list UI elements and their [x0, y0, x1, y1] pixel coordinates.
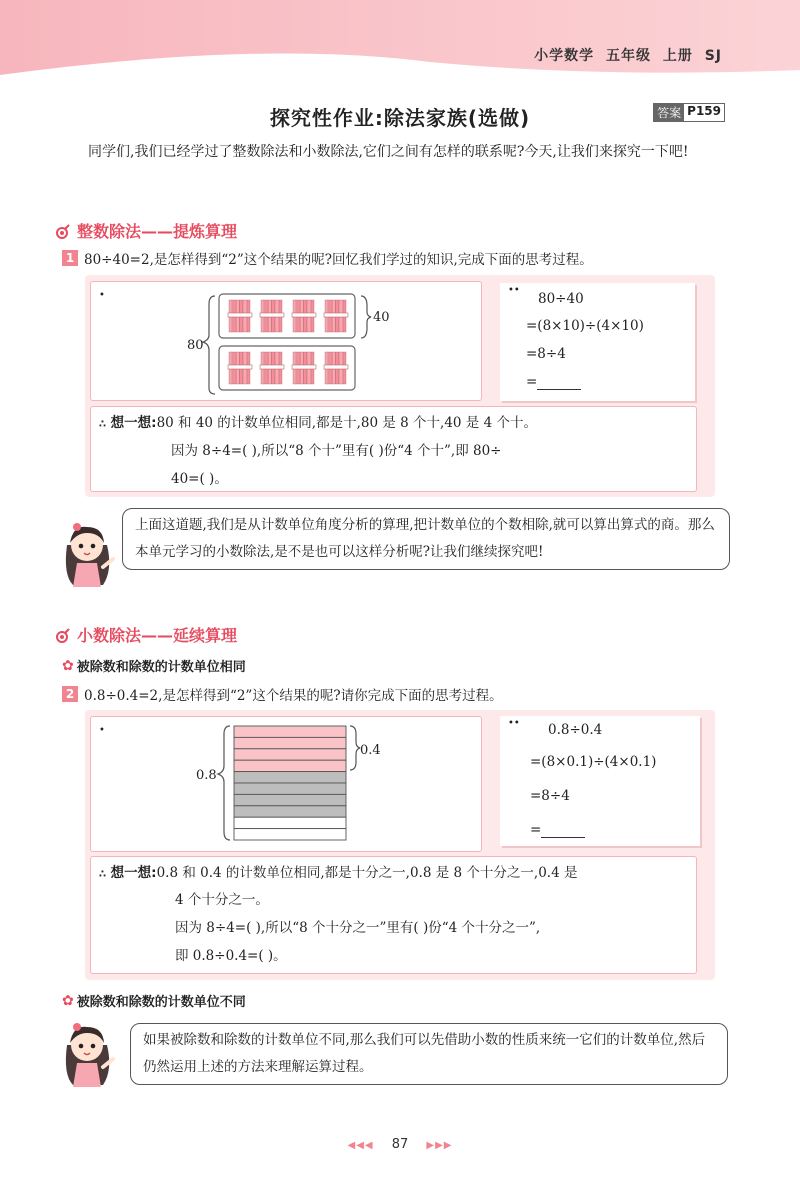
- prev-arrows-icon: ◀◀◀: [347, 1140, 374, 1151]
- question2-number: 2: [62, 686, 78, 702]
- speech-bubble-1: 上面这道题,我们是从计数单位角度分析的算理,把计数单位的个数相除,就可以算出算式的商。那么本单元学习的小数除法,是不是也可以这样分析呢?让我们继续探究吧!: [122, 508, 730, 570]
- calc2-blank[interactable]: [541, 823, 585, 838]
- page-footer: [0, 1137, 800, 1152]
- section2-title: 小数除法——延续算理: [77, 626, 238, 645]
- answer-label: 答案: [654, 104, 684, 121]
- strip-row: [234, 726, 346, 737]
- stick-bundle: [260, 300, 284, 332]
- think2-line4: 即 0.8÷0.4=( )。: [175, 948, 287, 964]
- calc2-line1: 0.8÷0.4: [548, 722, 603, 738]
- header-term: 上册: [662, 48, 693, 64]
- speech-bubble-2: 如果被除数和除数的计数单位不同,那么我们可以先借助小数的性质来统一它们的计数单位,然后仍然运用上述的方法来理解运算过程。: [130, 1023, 728, 1085]
- girl-mascot-1: [55, 515, 123, 595]
- total-label: 80: [187, 338, 204, 353]
- strip-total-label: 0.8: [196, 768, 217, 783]
- calc1-line4: [526, 374, 581, 390]
- question1-text: 80÷40=2,是怎样得到“2”这个结果的呢?回忆我们学过的知识,完成下面的思考过程。: [84, 252, 593, 268]
- section1-title: 整数除法——提炼算理: [77, 222, 238, 241]
- question2-text: 0.8÷0.4=2,是怎样得到“2”这个结果的呢?请你完成下面的思考过程。: [84, 688, 503, 704]
- flower-icon: ✿: [62, 657, 74, 674]
- think-card-2: [90, 856, 697, 974]
- sub1-text: 被除数和除数的计数单位相同: [76, 660, 246, 675]
- calc2-line2: =(8×0.1)÷(4×0.1): [530, 754, 657, 770]
- think1-label: ∴ 想一想:: [99, 415, 157, 431]
- sub2-text: 被除数和除数的计数单位不同: [76, 995, 246, 1010]
- calc1-line1: 80÷40: [538, 291, 584, 307]
- answer-tag[interactable]: [653, 103, 725, 122]
- think-card-1: [90, 406, 697, 492]
- bundle-figure: [185, 290, 405, 400]
- subheading-diff-unit: [62, 991, 246, 1010]
- calc-card-1: [500, 283, 695, 401]
- stick-bundle: [228, 300, 252, 332]
- subheading-same-unit: [62, 656, 246, 675]
- strip-part-label: 0.4: [360, 743, 381, 758]
- calc2-line3: =8÷4: [530, 788, 570, 804]
- strip-row: [234, 806, 346, 817]
- header-grade: 五年级: [605, 48, 651, 64]
- stick-bundle: [324, 352, 348, 384]
- stick-bundle: [228, 352, 252, 384]
- header-book: 小学数学: [534, 48, 595, 64]
- think1-line2: 因为 8÷4=( ),所以“8 个十”里有( )份“4 个十”,即 80÷: [171, 443, 502, 459]
- next-arrows-icon: ▶▶▶: [426, 1140, 453, 1151]
- think1-line1: ∴ 想一想:80 和 40 的计数单位相同,都是十,80 是 8 个十,40 是 4 个十。: [99, 415, 537, 431]
- header-edition: SJ: [704, 48, 722, 64]
- answer-page: P159: [684, 104, 724, 121]
- intro-text: 同学们,我们已经学过了整数除法和小数除法,它们之间有怎样的联系呢?今天,让我们来探究一下吧!: [88, 144, 689, 160]
- music-note-icon: [55, 627, 71, 643]
- think2-line3: 因为 8÷4=( ),所以“8 个十分之一”里有( )份“4 个十分之一”,: [175, 920, 541, 936]
- calc-dots: ••: [508, 718, 520, 729]
- page-title: 探究性作业:除法家族(选做): [269, 106, 531, 130]
- strip-row: [234, 783, 346, 794]
- stick-bundle: [324, 300, 348, 332]
- strip-row: [234, 749, 346, 760]
- think1-line3: 40=( )。: [171, 471, 228, 487]
- flower-icon: ✿: [62, 992, 74, 1009]
- strip-row: [234, 794, 346, 805]
- calc1-blank[interactable]: [537, 375, 581, 390]
- strip-row: [234, 737, 346, 748]
- calc2-eq: =: [530, 822, 542, 838]
- question1-number: 1: [62, 250, 78, 266]
- calc1-line3: =8÷4: [526, 346, 566, 362]
- strip-row: [234, 829, 346, 840]
- think2-line2: 4 个十分之一。: [175, 892, 269, 908]
- music-note-icon: [55, 223, 71, 239]
- stick-bundle: [292, 300, 316, 332]
- stick-bundle: [292, 352, 316, 384]
- header-band: [0, 0, 800, 82]
- header-info: [534, 45, 722, 65]
- calc-card-2: [500, 716, 700, 846]
- bullet-dot: •: [99, 725, 105, 736]
- page-number: 87: [391, 1137, 409, 1152]
- part-label: 40: [373, 310, 390, 325]
- strip-figure: [190, 720, 390, 850]
- strip-row: [234, 772, 346, 783]
- calc2-line4: [530, 822, 585, 838]
- stick-bundle: [260, 352, 284, 384]
- think2-line1: ∴ 想一想:0.8 和 0.4 的计数单位相同,都是十分之一,0.8 是 8 个十分之一,0.4 是: [99, 865, 578, 881]
- section1-heading: [55, 219, 237, 242]
- section2-heading: [55, 623, 237, 646]
- calc-dots: ••: [508, 285, 520, 296]
- strip-row: [234, 760, 346, 771]
- question1: [62, 248, 593, 268]
- strip-row: [234, 817, 346, 828]
- question2: [62, 684, 503, 704]
- think2-label: ∴ 想一想:: [99, 865, 157, 881]
- bullet-dot: •: [99, 290, 105, 301]
- girl-mascot-2: [55, 1015, 123, 1095]
- calc1-line2: =(8×10)÷(4×10): [526, 318, 644, 334]
- calc1-eq: =: [526, 374, 538, 390]
